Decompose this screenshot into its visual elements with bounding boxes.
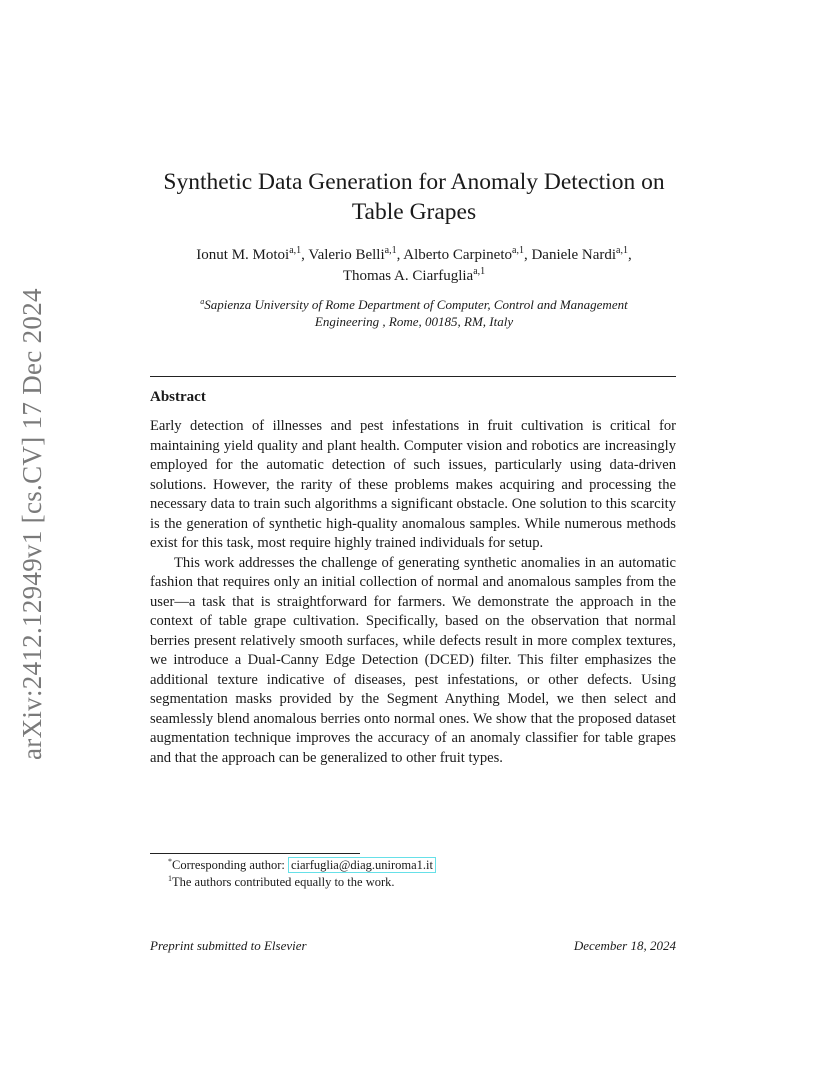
abstract-heading: Abstract (150, 389, 206, 405)
author-name: Alberto Carpineto (403, 247, 513, 263)
author-affiliation-mark: a,1 (289, 245, 302, 256)
abstract-paragraph-2: This work addresses the challenge of generating synthetic anomalies in an automatic fashion that requires only an initial collection of normal and anomalous samples from the user—a task that is straightforward for farmers. We demonstrate the approach in the context of table grape cultivation. Specifically, based on the observation that normal berries present relatively smooth surfaces, while defects result in more complex textures, we introduce a Dual-Canny Edge Detection (DCED) filter. This filter emphasizes the additional texture indicative of diseases, pest infestations, or other defects. Using segmentation masks provided by the Segment Anything Model, we then select and seamlessly blend anomalous berries onto normal ones. We show that the proposed dataset augmentation technique improves the accuracy of an anomaly classifier for table grapes and that the approach can be generalized to other fruit types. (150, 554, 676, 766)
paper-title (100, 167, 728, 227)
email-link[interactable]: ciarfuglia@diag.uniroma1.it (288, 857, 436, 873)
author-separator: , (396, 247, 404, 263)
title-line-1: Synthetic Data Generation for Anomaly Detection on (163, 169, 665, 195)
author-name: Daniele Nardi (531, 247, 617, 263)
author-affiliation-mark: a,1 (512, 245, 524, 256)
preprint-notice: Preprint submitted to Elsevier (150, 938, 307, 953)
title-line-2: Table Grapes (351, 199, 477, 225)
author-affiliation-mark: a,1 (473, 266, 486, 277)
author-separator: , (301, 247, 309, 263)
affiliation (150, 296, 678, 330)
footer-date: December 18, 2024 (573, 938, 676, 953)
author-separator: , (627, 247, 632, 263)
corresponding-author-label: Corresponding author: (172, 858, 288, 872)
author-separator: , (523, 247, 532, 263)
corresponding-author-footnote (150, 857, 676, 874)
footnotes (150, 857, 676, 891)
affiliation-line-2: Engineering , Rome, 00185, RM, Italy (314, 314, 514, 329)
equal-contribution-text: The authors contributed equally to the work. (172, 875, 395, 889)
author-name: Thomas A. Ciarfuglia (342, 268, 474, 284)
equal-contribution-footnote (150, 874, 676, 891)
abstract-paragraph-1: Early detection of illnesses and pest infestations in fruit cultivation is critical for maintaining yield quality and plant health. Computer vision and robotics are increasingly employed for the automatic detection of such issues, particularly using data-driven solutions. However, the rarity of these problems makes acquiring and processing the necessary data to train such algorithms a significant obstacle. One solution to this scarcity is the generation of synthetic high-quality anomalous samples. While numerous methods exist for this task, most require highly trained individuals for setup. (150, 418, 676, 551)
author-name: Ionut M. Motoi (196, 247, 290, 263)
page-footer (150, 938, 676, 954)
author-name: Valerio Belli (308, 247, 385, 263)
arxiv-identifier-stamp: arXiv:2412.12949v1 [cs.CV] 17 Dec 2024 (17, 288, 47, 760)
affiliation-line-1: Sapienza University of Rome Department of Computer, Control and Management (204, 297, 628, 312)
affiliation-mark: a (200, 297, 205, 306)
author-affiliation-mark: a,1 (384, 245, 397, 256)
author-list (120, 245, 708, 287)
footnote-mark: * (168, 857, 172, 866)
abstract-body (150, 417, 676, 768)
footnote-divider (150, 853, 360, 854)
abstract-top-divider (150, 376, 676, 377)
footnote-mark: 1 (168, 874, 172, 883)
author-affiliation-mark: a,1 (616, 245, 628, 256)
